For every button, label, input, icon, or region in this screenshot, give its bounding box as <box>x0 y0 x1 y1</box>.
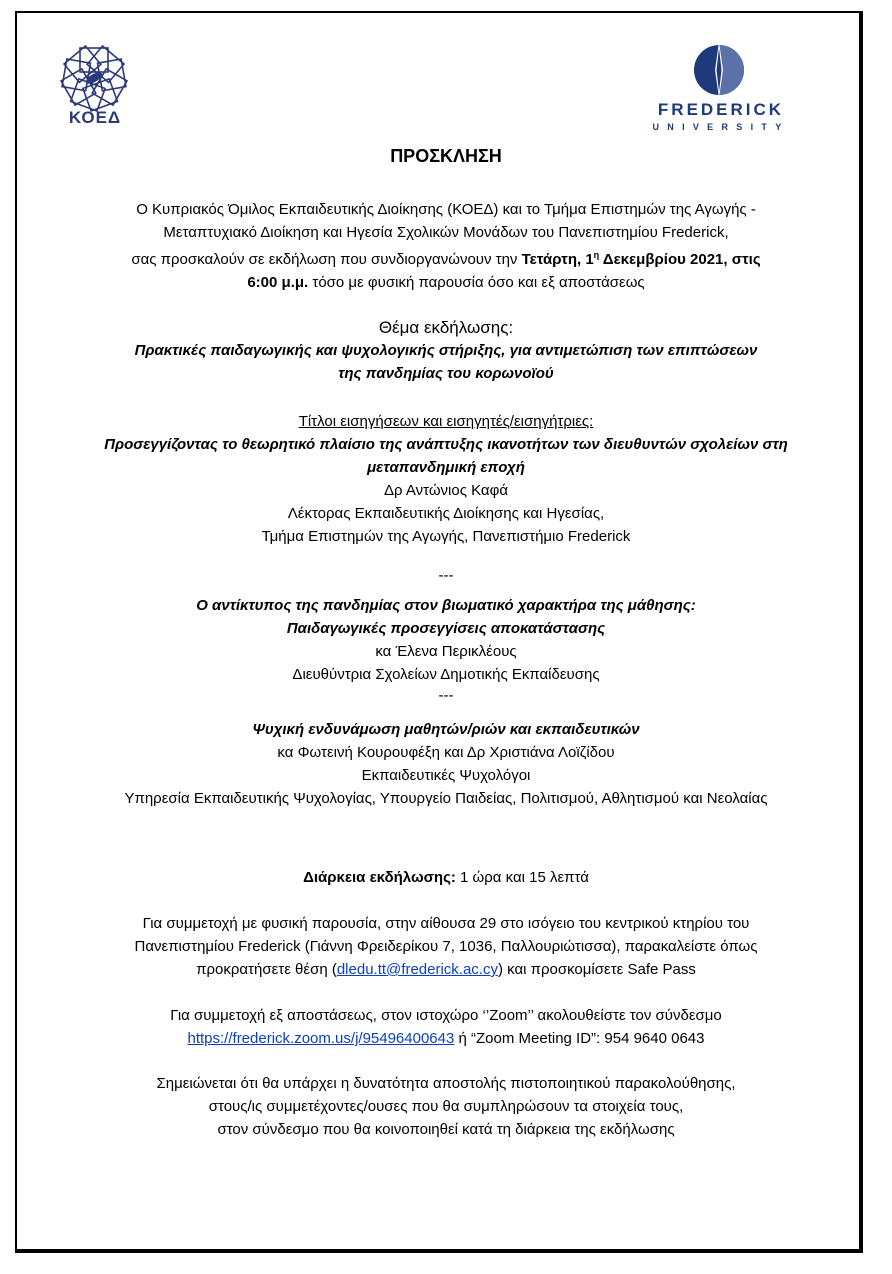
frederick-logo-icon <box>692 40 746 100</box>
speaker-name: Δρ Αντώνιος Καφά <box>383 482 508 499</box>
talks-header: Τίτλοι εισηγήσεων και εισηγητές/εισηγήτριες: <box>298 413 594 430</box>
subject-title-line: της πανδημίας του κορωνοϊού <box>338 365 554 382</box>
duration-label: Διάρκεια εκδήλωσης: <box>303 869 456 886</box>
remote-line: Για συμμετοχή εξ αποστάσεως, στον ιστοχώρο ‘’Zoom’’ ακολουθείστε τον σύνδεσμο <box>170 1007 722 1024</box>
intro-paragraph <box>40 198 852 294</box>
event-date-day: Τετάρτη, 1 <box>521 251 594 268</box>
note-paragraph <box>40 1072 852 1141</box>
email-link[interactable]: dledu.tt@frederick.ac.cy <box>336 961 498 978</box>
koed-logo-text: ΚΟΕΔ <box>68 108 122 127</box>
speaker-role: Διευθύντρια Σχολείων Δημοτικής Εκπαίδευσης <box>292 666 600 683</box>
intro-line <box>40 244 852 271</box>
speaker-name: κα Έλενα Περικλέους <box>375 643 517 660</box>
event-date-rest: Δεκεμβρίου 2021, στις <box>599 251 761 268</box>
subject-section <box>40 316 852 385</box>
intro-text: σας προσκαλούν σε εκδήλωση που συνδιοργανώνουν την <box>131 251 522 268</box>
intro-text: τόσο με φυσική παρουσία όσο και εξ αποστάσεως <box>308 274 645 291</box>
remote-line <box>40 1027 852 1050</box>
talks-section <box>40 410 852 548</box>
speaker-affiliation: Τμήμα Επιστημών της Αγωγής, Πανεπιστήμιο Frederick <box>261 528 631 545</box>
frederick-logo-name: FREDERICK <box>657 100 785 119</box>
event-time: 6:00 μ.μ. <box>247 274 309 291</box>
duration-value: 1 ώρα και 15 λεπτά <box>455 869 589 886</box>
note-line: στους/ις συμμετέχοντες/ουσες που θα συμπληρώσουν τα στοιχεία τους, <box>208 1098 684 1115</box>
zoom-link[interactable]: https://frederick.zoom.us/j/95496400643 <box>187 1030 455 1047</box>
talk-3 <box>40 718 852 810</box>
frederick-logo-sub: UNIVERSITY <box>652 122 790 132</box>
zoom-meeting-id: ή “Zoom Meeting ID”: 954 9640 0643 <box>454 1030 705 1047</box>
speaker-name: κα Φωτεινή Κουρουφέξη και Δρ Χριστιάνα Λοϊζίδου <box>277 744 615 761</box>
inperson-line: Για συμμετοχή με φυσική παρουσία, στην αίθουσα 29 στο ισόγειο του κεντρικού κτηρίου του <box>142 915 750 932</box>
intro-line <box>40 271 852 294</box>
note-line: Σημειώνεται ότι θα υπάρχει η δυνατότητα αποστολής πιστοποιητικού παρακολούθησης, <box>156 1075 736 1092</box>
talk-title: Ο αντίκτυπος της πανδημίας στον βιωματικό χαρακτήρα της μάθησης: <box>196 597 696 614</box>
subject-title-line: Πρακτικές παιδαγωγικής και ψυχολογικής στήριξης, για αντιμετώπιση των επιπτώσεων <box>134 342 758 359</box>
inperson-text: προκρατήσετε θέση ( <box>196 961 337 978</box>
speaker-role: Λέκτορας Εκπαιδευτικής Διοίκησης και Ηγεσίας, <box>287 505 605 522</box>
separator: --- <box>438 687 454 704</box>
page-title: ΠΡΟΣΚΛΗΣΗ <box>390 146 502 166</box>
talk-title: μεταπανδημική εποχή <box>367 459 525 476</box>
note-line: στον σύνδεσμο που θα κοινοποιηθεί κατά τη διάρκεια της εκδήλωσης <box>217 1121 675 1138</box>
talk-2 <box>40 594 852 686</box>
talk-title: Ψυχική ενδυνάμωση μαθητών/ριών και εκπαιδευτικών <box>252 721 640 738</box>
duration-line <box>40 866 852 889</box>
event-date-sup: η <box>593 250 600 260</box>
inperson-paragraph <box>40 912 852 981</box>
separator: --- <box>438 567 454 584</box>
inperson-text: ) και προσκομίσετε Safe Pass <box>497 961 696 978</box>
talk-title: Παιδαγωγικές προσεγγίσεις αποκατάστασης <box>286 620 606 637</box>
speaker-affiliation: Υπηρεσία Εκπαιδευτικής Ψυχολογίας, Υπουργείο Παιδείας, Πολιτισμού, Αθλητισμού και Νεολαίας <box>124 790 768 807</box>
intro-line: Μεταπτυχιακό Διοίκηση και Ηγεσία Σχολικών Μονάδων του Πανεπιστημίου Frederick, <box>163 224 729 241</box>
inperson-line: Πανεπιστημίου Frederick (Γιάννη Φρειδερίκου 7, 1036, Παλλουριώτισσα), παρακαλείστε όπως <box>134 938 758 955</box>
inperson-line <box>40 958 852 981</box>
speaker-role: Εκπαιδευτικές Ψυχολόγοι <box>361 767 531 784</box>
event-date <box>522 251 761 268</box>
intro-line: Ο Κυπριακός Όμιλος Εκπαιδευτικής Διοίκησης (ΚΟΕΔ) και το Τμήμα Επιστημών της Αγωγής - <box>136 201 756 218</box>
talk-title: Προσεγγίζοντας το θεωρητικό πλαίσιο της ανάπτυξης ικανοτήτων των διευθυντών σχολείων στη <box>104 436 788 453</box>
remote-paragraph <box>40 1004 852 1050</box>
subject-label: Θέμα εκδήλωσης: <box>378 318 514 337</box>
